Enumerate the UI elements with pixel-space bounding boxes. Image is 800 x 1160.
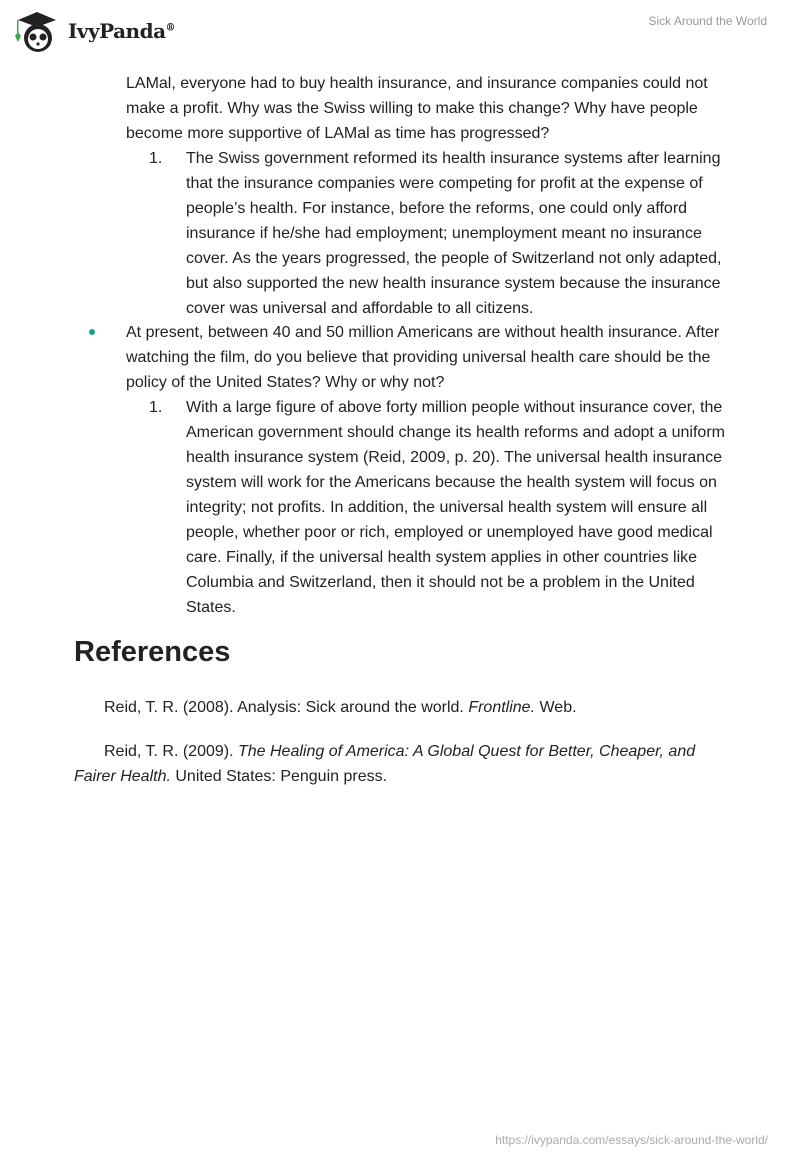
panda-logo-icon — [12, 8, 62, 54]
reference-item: Reid, T. R. (2008). Analysis: Sick around the world. Frontline. Web. — [104, 699, 577, 716]
references-heading: References — [74, 636, 231, 668]
document-title: Sick Around the World — [648, 14, 767, 28]
reference-item: Reid, T. R. (2009). The Healing of America: A Global Quest for Better, Cheaper, and Fairer Health. United States: Penguin press. — [74, 743, 696, 785]
question-paragraph: At present, between 40 and 50 million Americans are without health insurance. After watching the film, do you believe that providing universal health care should be the policy of the United States? Why or why not? — [126, 324, 720, 391]
footer-url[interactable]: https://ivypanda.com/essays/sick-around-the-world/ — [495, 1133, 768, 1147]
logo-text: IvyPanda® — [68, 19, 176, 43]
answer-number: 1. — [149, 399, 163, 416]
answer-paragraph: With a large figure of above forty million people without insurance cover, the American government should change its health reforms and adopt a uniform health insurance system (Reid, 2009, p. 20). The universal health insurance system will work for the Americans because the health system will focus on integrity; not profits. In addition, the universal health system will ensure all people, whether poor or rich, employed or unemployed have good medical care. Finally, if the universal health system applies in other countries like Columbia and Switzerland, then it should not be a problem in the United States. — [186, 399, 725, 616]
bullet-icon — [89, 329, 95, 335]
answer-paragraph: The Swiss government reformed its health insurance systems after learning that the insurance companies were competing for profit at the expense of people’s health. For instance, before the reforms, one could only afford insurance if he/she had employment; unemployment meant no insurance cover. As the years progressed, the people of Switzerland not only adapted, but also supported the new health insurance system because the insurance cover was universal and affordable to all citizens. — [186, 150, 722, 317]
question-paragraph-continued: LAMal, everyone had to buy health insurance, and insurance companies could not make a profit. Why was the Swiss willing to make this change? Why have people become more supportive of LAMal as time has progressed? — [126, 75, 708, 142]
answer-number: 1. — [149, 150, 163, 167]
ivypanda-logo[interactable] — [12, 8, 175, 54]
